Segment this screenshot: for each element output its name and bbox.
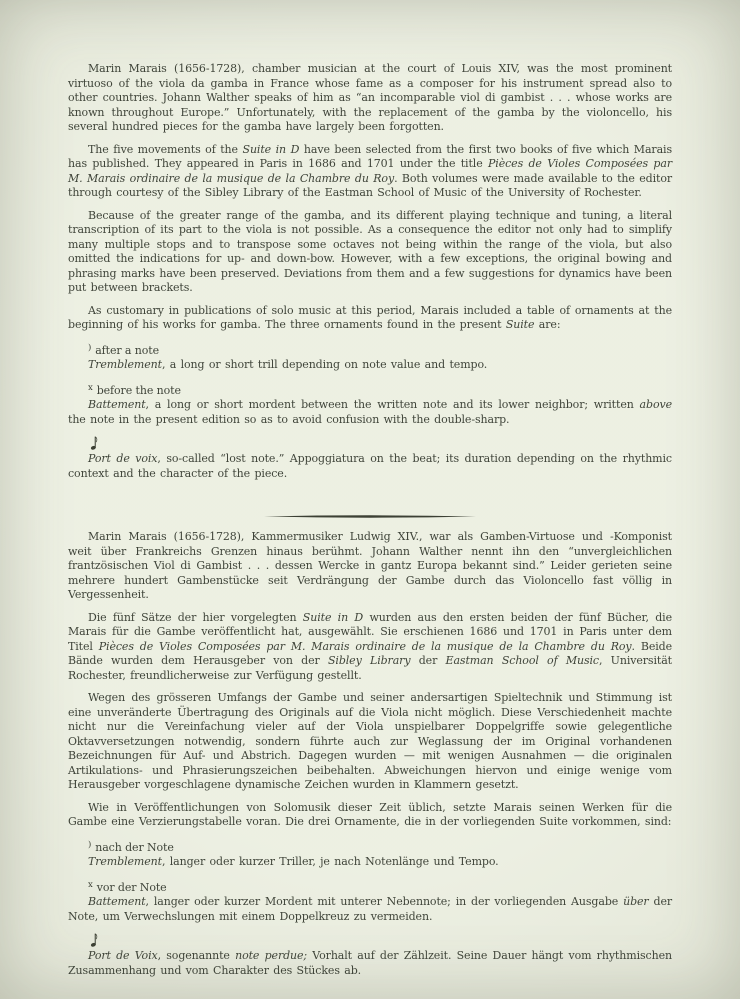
ornament-position-label: after a note	[95, 343, 160, 357]
italic-text-run: Pièces de Violes Composées par M. Marais ordinaire de la musique de la Chambre du Roy	[98, 639, 632, 653]
ornament-entry	[68, 878, 672, 925]
text-run: Vorhalt auf der Zählzeit. Seine Dauer hängt vom rhythmischen Zusammenhang und vom Charakter des Stückes ab.	[68, 949, 672, 977]
text-run: . Beide Bände wurden dem Herausgeber von der	[68, 639, 672, 667]
ornament-position-label: before the note	[96, 383, 181, 397]
paragraph	[68, 143, 672, 201]
german-preface-section	[68, 530, 672, 978]
ornament-symbol-line	[68, 341, 672, 359]
italic-text-run: Suite in D	[242, 142, 300, 156]
italic-text-run: Tremblement	[88, 855, 162, 868]
tremblement-sign-icon: )	[88, 839, 92, 850]
text-run: , sogenannte	[157, 949, 236, 962]
paragraph	[68, 304, 672, 333]
text-run: Marin Marais (1656-1728), Kammermusiker Ludwig XIV., war als Gamben-Virtuose und -Komponist weit über Frankreichs Grenzen hinaus berühmt. Johann Walther nennt ihn den “unvergleichlichen frantzösischen Viol di Gambist . . . dessen Wercke in gantz Europa bekannt sind.” Leider gerieten seine mehrere hundert Gambenstücke seit Verdrängung der Gambe durch das Violoncello fast völlig in Vergessenheit.	[68, 530, 672, 601]
text-run: , a long or short trill depending on note value and tempo.	[161, 358, 488, 371]
text-run: . Both volumes were made available to the editor through courtesy of the Sibley Library of the Eastman School of Music of the University of Rochester.	[68, 171, 673, 199]
text-run: , langer oder kurzer Mordent mit unterer Nebennote; in der vorliegenden Ausgabe	[145, 895, 624, 908]
paragraph	[68, 801, 672, 830]
battement-sign-icon: x	[88, 382, 93, 393]
text-run: , langer oder kurzer Triller, je nach Notenlänge und Tempo.	[161, 855, 499, 868]
italic-text-run: Suite in D	[302, 610, 364, 624]
italic-text-run: Tremblement	[88, 358, 162, 371]
italic-text-run: Suite	[505, 318, 535, 331]
text-run: , Universität Rochester, freundlicherweise zur Verfügung gestellt.	[68, 654, 672, 682]
italic-text-run: über	[623, 895, 649, 908]
ornament-symbol-line	[68, 932, 672, 949]
section-divider	[264, 504, 476, 509]
tremblement-sign-icon: )	[88, 342, 92, 353]
text-run: der Note, um Verwechslungen mit einem Doppelkreuz zu vermeiden.	[68, 895, 673, 923]
paragraph	[68, 209, 672, 296]
italic-text-run: above	[639, 398, 672, 411]
ornament-symbol-line	[68, 838, 672, 856]
text-run: wurden aus den ersten beiden der fünf Bücher, die Marais für die Gambe veröffentlicht hat, ausgewählt. Sie erschienen 1686 und 1701 in Paris unter dem Titel	[68, 610, 672, 653]
italic-text-run: Sibley Library	[327, 654, 411, 667]
english-preface-section	[68, 62, 672, 481]
ornament-entry	[68, 932, 672, 978]
text-run: As customary in publications of solo music at this period, Marais included a table of ornaments at the beginning of his works for gamba. The three ornaments found in the present	[68, 303, 672, 331]
text-run: Die fünf Sätze der hier vorgelegten	[88, 610, 303, 624]
grace-note-icon	[90, 435, 99, 451]
ornament-position-label: nach der Note	[95, 840, 174, 854]
text-run: Marin Marais (1656-1728), chamber musician at the court of Louis XIV, was the most prominent virtuoso of the viola da gamba in France whose fame as a composer for his instrument spread also to other countries. Johann Walther speaks of him as “an incomparable viol di gambist . . . whose works are known throughout Europe.” Unfortunately, with the replacement of the gamba by the violoncello, his several hundred pieces for the gamba have largely been forgotten.	[68, 62, 672, 133]
text-run: , so-called “lost note.” Appoggiatura on the beat; its duration depending on the rhythmic context and the character of the piece.	[68, 452, 672, 480]
text-run: Wegen des grösseren Umfangs der Gambe und seiner andersartigen Spieltechnik und Stimmung ist eine unveränderte Übertragung des Originals auf die Viola nicht möglich. Diese Verschiedenheit machte nicht nur die Vereinfachung vieler auf der Viola unspielbarer Doppelgriffe sowie gelegentliche Oktavversetzungen notwendig, sondern führte auch zur Weglassung der im Original vorhandenen Bezeichnungen für Auf- und Abstrich. Dagegen wurden — mit wenigen Ausnahmen — die originalen Artikulations- und Phrasierungszeichen beibehalten. Abweichungen hiervon und einige wenige vom Herausgeber vorgeschlagene dynamische Zeichen wurden in Klammern gesetzt.	[68, 691, 672, 791]
text-run: the note in the present edition so as to avoid confusion with the double-sharp.	[68, 412, 510, 426]
ornament-description	[68, 949, 672, 978]
ornament-entry	[68, 838, 672, 870]
italic-text-run: Battement	[88, 398, 146, 411]
ornament-description	[68, 855, 672, 870]
ornament-entry	[68, 341, 672, 373]
paragraph	[68, 62, 672, 135]
ornament-entry	[68, 435, 672, 481]
ornament-entry	[68, 381, 672, 428]
text-run: are:	[534, 318, 561, 331]
text-run: der	[410, 654, 446, 667]
paragraph	[68, 691, 672, 793]
paragraph	[68, 530, 672, 603]
italic-text-run: Port de voix	[88, 452, 158, 465]
ornament-description	[68, 895, 672, 924]
ornament-symbol-line	[68, 381, 672, 399]
grace-note-icon	[90, 932, 99, 948]
paragraph	[68, 611, 672, 684]
italic-text-run: note perdue;	[235, 949, 308, 962]
ornament-symbol-line	[68, 435, 672, 452]
ornament-description	[68, 398, 672, 427]
ornament-position-label: vor der Note	[96, 880, 167, 894]
italic-text-run: Eastman School of Music	[445, 654, 599, 667]
swelled-rule	[264, 514, 476, 519]
text-run: , a long or short mordent between the written note and its lower neighbor; written	[145, 398, 640, 411]
ornament-description	[68, 358, 672, 373]
text-run: Wie in Veröffentlichungen von Solomusik dieser Zeit üblich, setzte Marais seinen Werken für die Gambe eine Verzierungstabelle voran. Die drei Ornamente, die in der vorliegenden Suite vorkommen, sind:	[68, 800, 672, 828]
text-run: have been selected from the first two books of five which Marais has published. They appeared in Paris in 1686 and 1701 under the title	[68, 142, 672, 170]
battement-sign-icon: x	[88, 879, 93, 890]
italic-text-run: Port de Voix	[88, 949, 158, 962]
italic-text-run: Pièces de Violes Composées par M. Marais ordinaire de la musique de la Chambre du Roy	[68, 157, 672, 185]
text-run: Because of the greater range of the gamba, and its different playing technique and tuning, a literal transcription of its part to the viola is not possible. As a consequence the editor not only had to simplify many multiple stops and to transpose some octaves not being within the range of the viola, but also omitted the indications for up- and down-bow. However, with a few exceptions, the original bowing and phrasing marks have been preserved. Deviations from them and a few suggestions for dynamics have been put between brackets.	[68, 208, 672, 294]
ornament-symbol-line	[68, 878, 672, 896]
text-run: The five movements of the	[88, 142, 243, 156]
italic-text-run: Battement	[88, 895, 146, 908]
ornament-description	[68, 452, 672, 481]
